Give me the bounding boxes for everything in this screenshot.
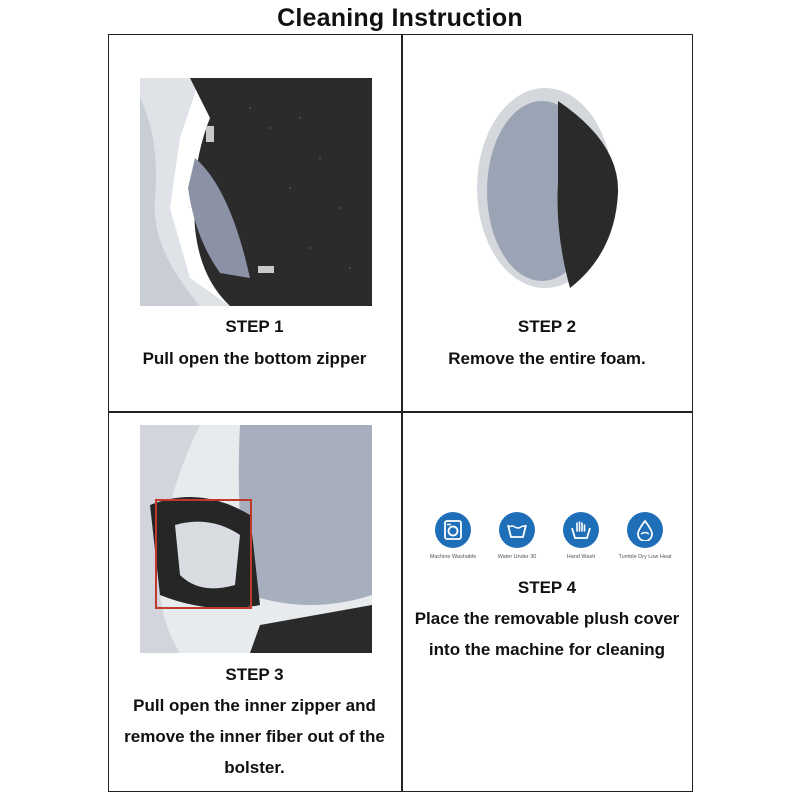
step-3-line-3: bolster. xyxy=(224,758,285,777)
grid-divider-horizontal xyxy=(108,411,693,413)
step-4-line-1: Place the removable plush cover xyxy=(414,609,680,628)
care-item-tumble-dry xyxy=(614,512,676,560)
care-caption-2: Water Under 30 xyxy=(497,554,537,560)
page-title: Cleaning Instruction xyxy=(277,4,523,32)
step-2-photo xyxy=(470,83,620,293)
step-3-label: STEP 3 xyxy=(225,665,284,684)
step-4-line-2: into the machine for cleaning xyxy=(428,640,666,659)
step-3-line-1: Pull open the inner zipper and xyxy=(133,696,376,715)
step-2-description xyxy=(401,343,693,374)
hand-wash-icon xyxy=(563,512,599,548)
machine-washable-icon xyxy=(435,512,471,548)
care-item-water-temperature xyxy=(486,512,548,560)
step-3-line-2: remove the inner fiber out of the xyxy=(124,727,385,746)
step-1-label: STEP 1 xyxy=(225,317,284,336)
step-3-description xyxy=(108,690,401,783)
care-item-hand-wash xyxy=(550,512,612,560)
care-icons xyxy=(420,512,682,572)
step-3-photo xyxy=(140,425,372,653)
water-temperature-icon xyxy=(499,512,535,548)
step-1-description xyxy=(108,343,401,374)
care-caption-3: Hand Wash xyxy=(566,554,596,560)
step-1-photo xyxy=(140,78,372,306)
step-2-label: STEP 2 xyxy=(517,317,577,336)
step-4-description xyxy=(401,603,693,665)
care-caption-1: Machine Washable xyxy=(429,554,477,560)
step-2-line-1: Remove the entire foam. xyxy=(448,349,646,368)
care-item-machine-washable xyxy=(422,512,484,560)
step-4-label: STEP 4 xyxy=(517,578,577,597)
tumble-dry-icon xyxy=(627,512,663,548)
grid-divider-vertical xyxy=(401,34,403,792)
care-caption-4: Tumble Dry Low Heat xyxy=(618,554,672,560)
step-1-line-1: Pull open the bottom zipper xyxy=(142,349,367,368)
